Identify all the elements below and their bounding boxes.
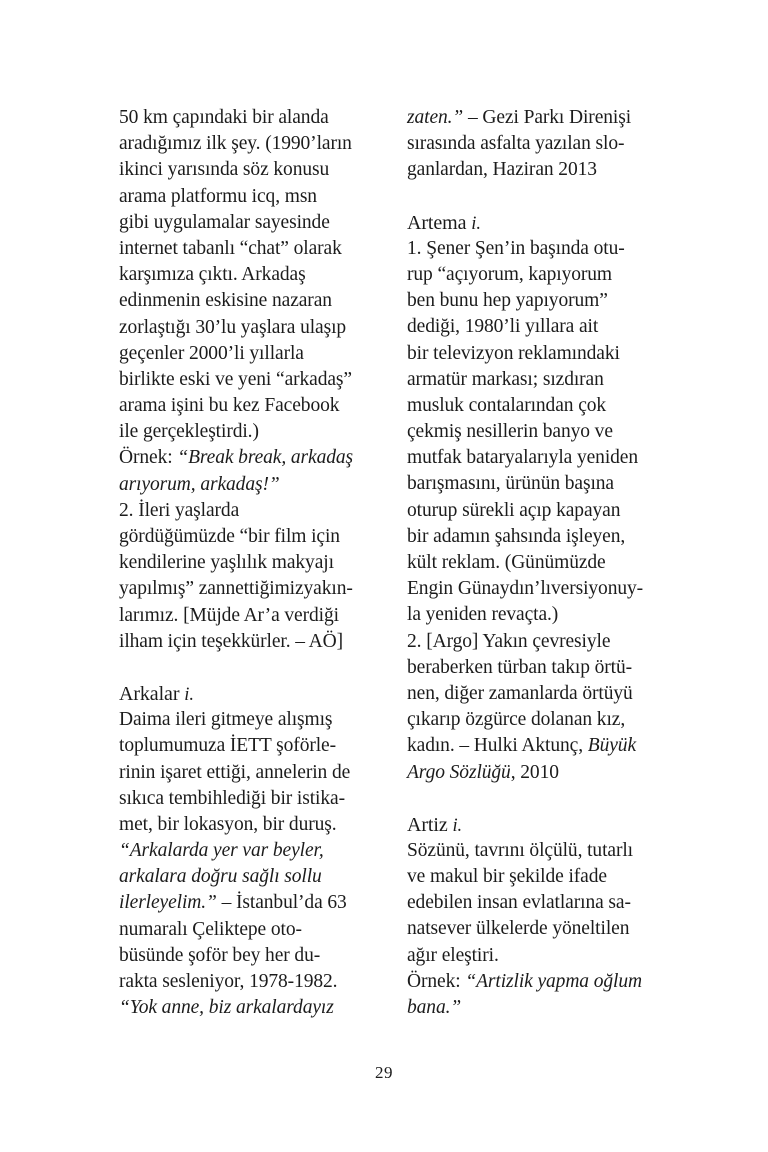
right-column — [407, 105, 667, 1021]
example-line — [407, 969, 667, 995]
definition-line: la yeniden revaçta.) — [407, 604, 559, 626]
part-of-speech: i. — [471, 213, 481, 234]
text-line: ilham için teşekkürler. – AÖ] — [119, 630, 344, 652]
source-line — [407, 760, 667, 786]
definition-line: oturup sürekli açıp kapayan — [407, 499, 621, 521]
source-start: – Gezi Parkı Direnişi — [463, 107, 632, 128]
entry-heading — [407, 210, 667, 236]
text-line: 2. İleri yaşlarda — [119, 499, 240, 521]
headword: Arkalar — [119, 682, 180, 705]
definition-line: beraberken türban takıp örtü- — [407, 656, 633, 678]
definition-line: natsever ülkelerde yöneltilen — [407, 918, 630, 940]
definition-line: çıkarıp özgürce dolanan kız, — [407, 709, 626, 731]
example-quote-line: bana.” — [407, 997, 462, 1018]
text-line: gördüğümüzde “bir film için — [119, 526, 340, 547]
definition-line: bir adamın şahsında işleyen, — [407, 525, 626, 547]
quote-source-line — [119, 890, 375, 916]
entry-spacer — [407, 786, 667, 812]
text-line: karşımıza çıktı. Arkadaş — [119, 264, 306, 286]
sense-2-paragraph — [119, 498, 375, 655]
text-line: aradığımız ilk şey. (1990’ların — [119, 133, 352, 155]
source-title: Büyük — [587, 735, 637, 757]
entry-heading — [407, 812, 667, 838]
headword: Artema — [407, 211, 467, 234]
entry-spacer — [119, 655, 375, 681]
entry-spacer — [407, 184, 667, 210]
quote-line: “Yok anne, biz arkalardayız — [119, 997, 334, 1019]
definition-line: nen, diğer zamanlarda örtüyü — [407, 682, 633, 704]
example-block — [119, 445, 375, 497]
quote-line: arkalara doğru sağlı sollu — [119, 866, 322, 888]
definition-line: bir televizyon reklamındaki — [407, 342, 620, 364]
source-line: numaralı Çeliktepe oto- — [119, 918, 302, 940]
source-prefix: kadın. – Hulki Aktunç, — [407, 735, 588, 757]
definition-line: kült reklam. (Günümüzde — [407, 552, 606, 573]
quote-end: ilerleyelim.” — [119, 892, 217, 914]
definition-line: Sözünü, tavrını ölçülü, tutarlı — [407, 839, 633, 861]
definition-line: armatür markası; sızdıran — [407, 368, 604, 390]
source-title: Argo Sözlüğü — [407, 761, 511, 783]
definition-line: rinin işaret ettiği, annelerin de — [119, 761, 351, 783]
example-line — [119, 445, 375, 471]
definition-line: barışmasını, ürünün başına — [407, 473, 614, 495]
definition-line: toplumumuza İETT şoförle- — [119, 735, 336, 757]
definition-line: ve makul bir şekilde ifade — [407, 866, 607, 888]
entry-artema — [407, 210, 667, 786]
page-number: 29 — [375, 1063, 393, 1082]
example-quote: “Artizlik yapma oğlum — [465, 970, 642, 992]
text-line: yapılmış” zannettiğimizyakın- — [119, 578, 353, 600]
text-line: zorlaştığı 30’lu yaşlara ulaşıp — [119, 316, 347, 338]
intro-paragraph — [119, 105, 375, 445]
headword: Artiz — [407, 813, 448, 836]
quote-source-line — [407, 105, 667, 131]
text-line: arama işini bu kez Facebook — [119, 395, 340, 417]
definition-line: mutfak bataryalarıyla yeniden — [407, 447, 638, 469]
definition-line: sıkıca tembihlediği bir istika- — [119, 787, 345, 809]
source-line: büsünde şoför bey her du- — [119, 944, 321, 966]
definition-line: ağır eleştiri. — [407, 944, 499, 966]
example-label: Örnek: — [119, 447, 178, 469]
definition-line: 2. [Argo] Yakın çevresiyle — [407, 630, 611, 652]
definition-line: met, bir lokasyon, bir duruş. — [119, 813, 337, 835]
source-line — [407, 733, 667, 759]
text-line: ikinci yarısında söz konusu — [119, 159, 330, 181]
part-of-speech: i. — [184, 684, 194, 705]
definition-line: Engin Günaydın’lıversiyonuy- — [407, 578, 644, 600]
entry-heading — [119, 681, 375, 707]
text-line: geçenler 2000’li yıllarla — [119, 342, 304, 364]
text-line: gibi uygulamalar sayesinde — [119, 211, 330, 233]
example-label: Örnek: — [407, 970, 466, 992]
continued-quote — [407, 105, 667, 184]
source-line: rakta sesleniyor, 1978-1982. — [119, 971, 338, 992]
text-line: edinmenin eskisine nazaran — [119, 290, 332, 312]
entry-artiz — [407, 812, 667, 1022]
text-line: larımız. [Müjde Ar’a verdiği — [119, 604, 339, 626]
example-quote-line: arıyorum, arkadaş!” — [119, 473, 280, 495]
definition-line: Daima ileri gitmeye alışmış — [119, 709, 333, 731]
source-line: ganlardan, Haziran 2013 — [407, 159, 597, 181]
definition-line: dediği, 1980’li yıllara ait — [407, 316, 599, 338]
entry-arkalar — [119, 681, 375, 1021]
text-line: ile gerçekleştirdi.) — [119, 421, 259, 443]
source-year: , 2010 — [510, 761, 559, 783]
quote-end: zaten.” — [407, 107, 464, 128]
left-column — [119, 105, 375, 1021]
text-line: kendilerine yaşlılık makyajı — [119, 552, 334, 574]
text-line: internet tabanlı “chat” olarak — [119, 237, 342, 259]
quote-line: “Arkalarda yer var beyler, — [119, 840, 324, 862]
text-line: birlikte eski ve yeni “arkadaş” — [119, 368, 352, 390]
part-of-speech: i. — [452, 815, 463, 836]
definition-line: 1. Şener Şen’in başında otu- — [407, 237, 625, 259]
source-line: sırasında asfalta yazılan slo- — [407, 133, 625, 155]
definition-line: çekmiş nesillerin banyo ve — [407, 421, 613, 443]
example-quote: “Break break, arkadaş — [177, 447, 354, 469]
text-line: arama platformu icq, msn — [119, 185, 317, 207]
source-start: – İstanbul’da 63 — [216, 892, 347, 914]
definition-line: rup “açıyorum, kapıyorum — [407, 263, 612, 285]
definition-line: musluk contalarından çok — [407, 394, 607, 416]
text-line: 50 km çapındaki bir alanda — [119, 107, 329, 128]
definition-line: edebilen insan evlatlarına sa- — [407, 892, 631, 914]
definition-line: ben bunu hep yapıyorum” — [407, 290, 608, 312]
